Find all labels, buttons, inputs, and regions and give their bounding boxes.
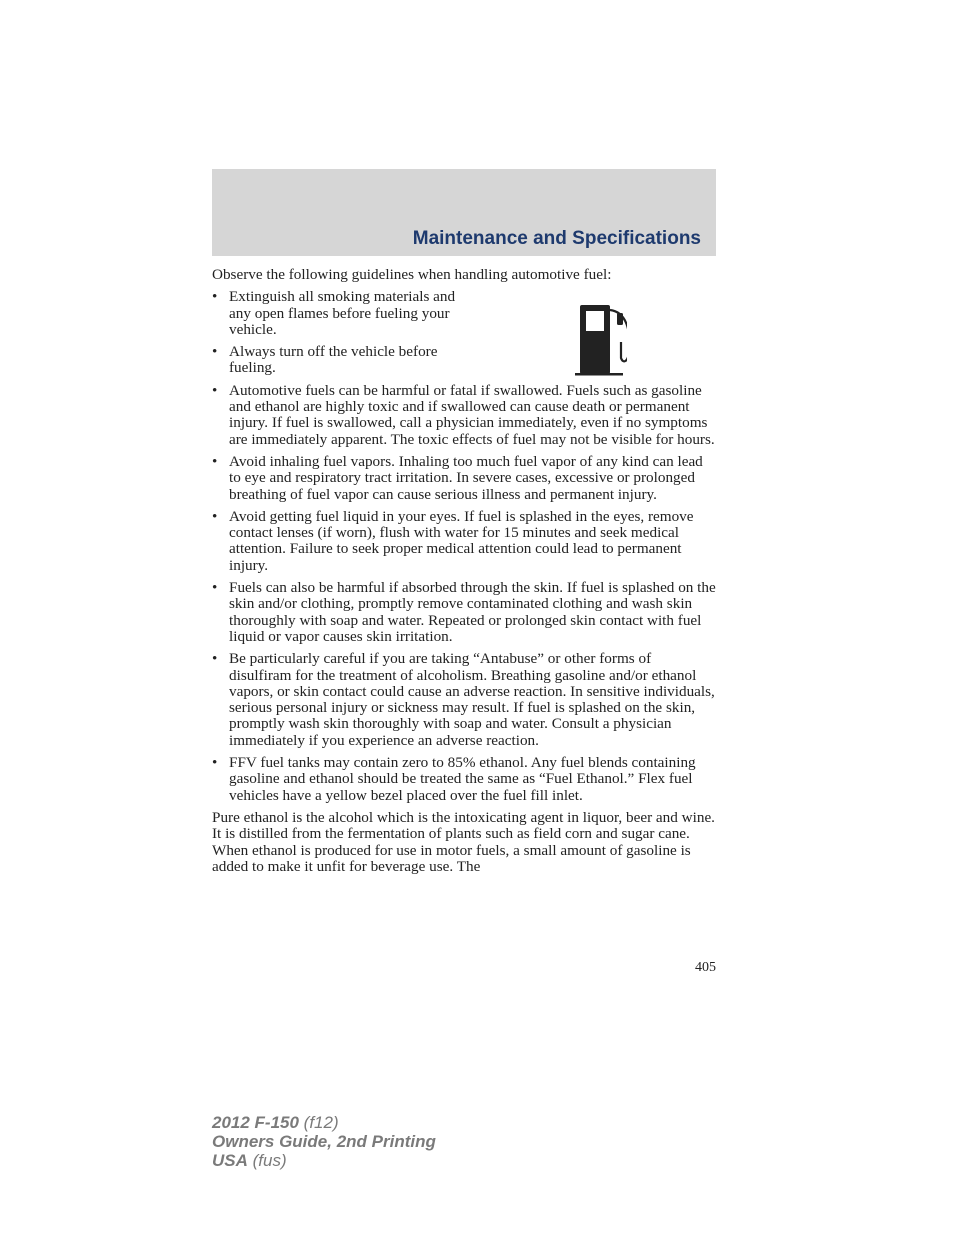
list-item: [212, 289, 467, 338]
list-item: [212, 344, 467, 377]
footer-market-code: (fus): [247, 1151, 287, 1170]
footer-line-model: [212, 1113, 436, 1132]
list-item: [212, 651, 716, 749]
list-item: [212, 454, 716, 503]
guidelines-list: [212, 289, 716, 804]
footer-model-code: (f12): [298, 1113, 339, 1132]
footer-line-guide: [212, 1132, 436, 1151]
section-title: Maintenance and Specifications: [412, 228, 701, 249]
list-item: [212, 755, 716, 804]
bullet-marker: •: [212, 754, 218, 772]
bullet-marker: •: [212, 288, 218, 306]
footer-model: 2012 F-150: [212, 1113, 299, 1132]
section-header: [212, 169, 716, 256]
list-item-text: Automotive fuels can be harmful or fatal if swallowed. Fuels such as gasoline and ethanol are highly toxic and if swallowed can cause death or permanent injury. If fuel is swallowed, call a physician immediately, even if no symptoms are immediately apparent. The toxic effects of fuel may not be visible for hours.: [229, 381, 715, 448]
footer: [212, 1113, 436, 1170]
document-body: [212, 267, 716, 875]
bullet-marker: •: [212, 650, 218, 668]
bullet-marker: •: [212, 579, 218, 597]
bullet-marker: •: [212, 343, 218, 361]
footer-guide: Owners Guide, 2nd Printing: [212, 1132, 436, 1151]
list-item-text: Extinguish all smoking materials and any open flames before fueling your vehicle.: [229, 288, 456, 338]
bullet-marker: •: [212, 452, 218, 470]
footer-line-market: [212, 1151, 436, 1170]
page-number: 405: [695, 960, 716, 975]
list-item-text: FFV fuel tanks may contain zero to 85% ethanol. Any fuel blends containing gasoline and ethanol should be treated the same as “Fuel Ethanol.” Flex fuel vehicles have a yellow bezel placed over the fuel fill inlet.: [229, 754, 696, 804]
bullet-marker: •: [212, 381, 218, 399]
closing-paragraph: Pure ethanol is the alcohol which is the intoxicating agent in liquor, beer and wine. It is distilled from the fermentation of plants such as field corn and sugar cane. When ethanol is produced for use in motor fuels, a small amount of gasoline is added to make it unfit for beverage use. The: [212, 808, 715, 875]
list-item-text: Always turn off the vehicle before fueling.: [229, 343, 438, 377]
list-item: [212, 509, 716, 574]
footer-market: USA: [212, 1151, 248, 1170]
list-item-text: Avoid inhaling fuel vapors. Inhaling too much fuel vapor of any kind can lead to eye and respiratory tract irritation. In severe cases, excessive or prolonged breathing of fuel vapor can cause serious illness and permanent injury.: [229, 452, 703, 503]
list-item: [212, 580, 716, 645]
list-item-text: Fuels can also be harmful if absorbed through the skin. If fuel is splashed on the skin and/or clothing, promptly remove contaminated clothing and wash skin thoroughly with soap and water. Repeated or prolonged skin contact with fuel liquid or vapor causes skin irritation.: [229, 579, 716, 645]
list-item-text: Avoid getting fuel liquid in your eyes. If fuel is splashed in the eyes, remove contact lenses (if worn), flush with water for 15 minutes and seek medical attention. Failure to seek proper medical attention could lead to permanent injury.: [229, 507, 694, 574]
list-item: [212, 383, 716, 448]
list-item-text: Be particularly careful if you are taking “Antabuse” or other forms of disulfiram for the treatment of alcoholism. Breathing gasoline and/or ethanol vapors, or skin contact could cause an adverse reaction. In sensitive individuals, serious personal injury or sickness may result. If fuel is splashed on the skin, promptly wash skin thoroughly with soap and water. Consult a physician immediately if you experience an adverse reaction.: [229, 650, 715, 749]
intro-text: Observe the following guidelines when handling automotive fuel:: [212, 266, 612, 283]
bullet-marker: •: [212, 507, 218, 525]
